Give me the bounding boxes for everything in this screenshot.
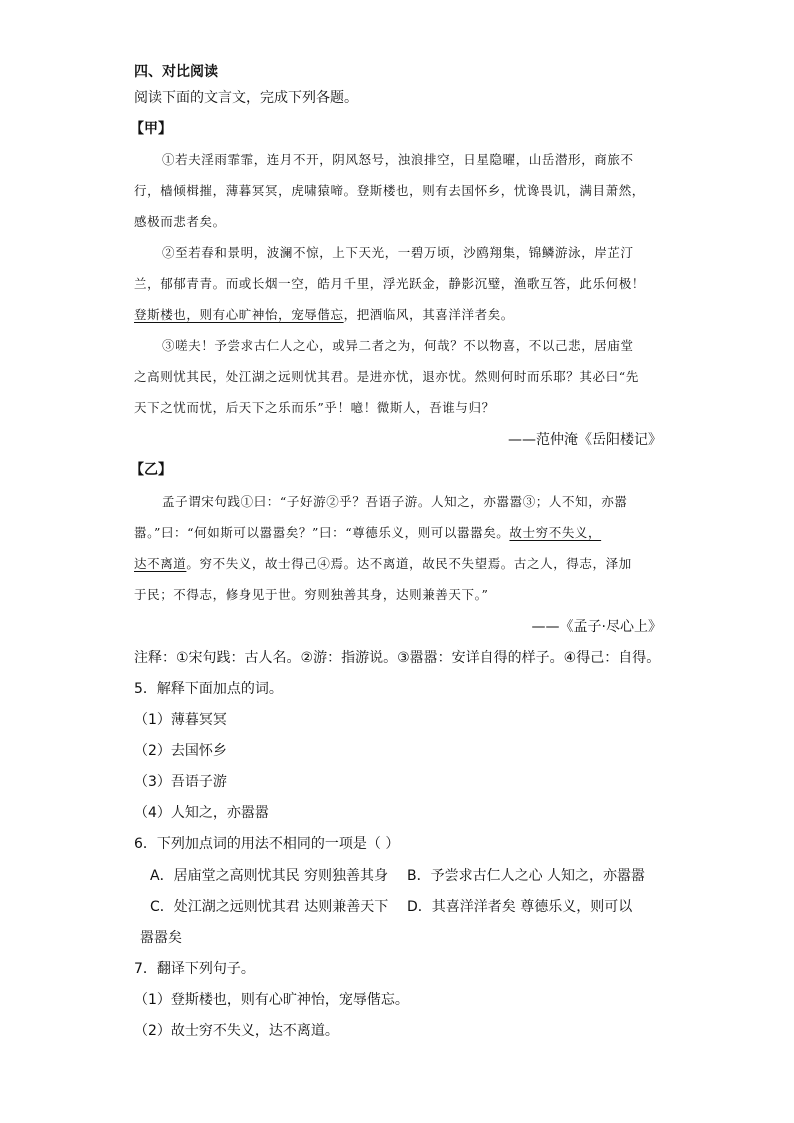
yi-line2	[134, 523, 601, 543]
q6-option-b: B．予尝求古仁人之心 人知之，亦嚣嚣	[407, 868, 646, 884]
jia-p2-line2: 兰，郁郁青青。而或长烟一空，皓月千里，浮光跃金，静影沉璧，渔歌互答，此乐何极！	[134, 276, 645, 291]
jia-p2-line3	[134, 305, 514, 325]
yi-line4: 于民；不得志，修身见于世。穷则独善其身，达则兼善天下。”	[134, 587, 489, 602]
jia-p1-line2: 行，樯倾楫摧，薄暮冥冥，虎啸猿啼。登斯楼也，则有去国怀乡，忧谗畏讥，满目萧然，	[134, 183, 645, 198]
q5-item-3: （3）吾语子游	[134, 774, 227, 790]
q6-stem: 6．下列加点词的用法不相同的一项是（ ）	[134, 836, 400, 852]
jia-source: ——范仲淹《岳阳楼记》	[508, 432, 662, 448]
q7-stem: 7．翻译下列句子。	[134, 961, 255, 977]
jia-p1-line1: ①若夫淫雨霏霏，连月不开，阴风怒号，浊浪排空，日星隐曜，山岳潜形，商旅不	[162, 152, 634, 167]
jia-p1-line3: 感极而悲者矣。	[134, 214, 226, 229]
q6-option-d: D．其喜洋洋者矣 尊德乐义，则可以	[407, 899, 633, 915]
underlined-sentence-yi-part2: 达不离道	[134, 556, 187, 571]
passage-jia-label: 【甲】	[130, 121, 172, 137]
q7-item-1: （1）登斯楼也，则有心旷神怡，宠辱偕忘。	[134, 992, 409, 1008]
annotation-notes: 注释：①宋句践：古人名。②游：指游说。③嚣嚣：安详自得的样子。④得己：自得。	[134, 650, 661, 666]
underlined-sentence-jia: 登斯楼也，则有心旷神怡，宠辱偕忘	[134, 307, 344, 322]
yi-line3-text: 。穷不失义，故士得己④焉。达不离道，故民不失望焉。古之人，得志，泽加	[186, 556, 632, 571]
underlined-sentence-yi-part1: 故士穷不失义，	[509, 525, 602, 540]
yi-line2-text: 嚣。”曰：“何如斯可以嚣嚣矣？”曰：“尊德乐义，则可以嚣嚣矣。	[134, 525, 510, 540]
section-instruction: 阅读下面的文言文，完成下列各题。	[134, 90, 358, 106]
jia-p2-line1: ②至若春和景明，波澜不惊，上下天光，一碧万顷，沙鸥翔集，锦鳞游泳，岸芷汀	[162, 245, 634, 260]
q5-item-2: （2）去国怀乡	[134, 743, 227, 759]
passage-yi-label: 【乙】	[130, 462, 172, 478]
q6-option-d-continued: 嚣嚣矣	[140, 930, 182, 946]
q6-option-a: A．居庙堂之高则忧其民 穷则独善其身	[150, 868, 389, 884]
q7-item-2: （2）故士穷不失义，达不离道。	[134, 1023, 339, 1039]
jia-p3-line3: 天下之忧而忧，后天下之乐而乐”乎！噫！微斯人，吾谁与归？	[134, 400, 495, 415]
yi-source: ——《孟子·尽心上》	[531, 619, 662, 635]
yi-line1: 孟子谓宋句践①曰：“子好游②乎？吾语子游。人知之，亦嚣嚣③；人不知，亦嚣	[162, 494, 628, 509]
section-heading: 四、对比阅读	[134, 64, 218, 80]
q5-stem: 5．解释下面加点的词。	[134, 681, 283, 697]
yi-line3	[134, 554, 632, 574]
q5-item-4: （4）人知之，亦嚣嚣	[134, 805, 269, 821]
jia-p3-line2: 之高则忧其民，处江湖之远则忧其君。是进亦忧，退亦忧。然则何时而乐耶？其必曰“先	[134, 369, 639, 384]
jia-p2-line3-rest: ，把酒临风，其喜洋洋者矣。	[343, 307, 514, 322]
q6-option-c: C．处江湖之远则忧其君 达则兼善天下	[150, 899, 389, 915]
jia-p3-line1: ③嗟夫！予尝求古仁人之心，或异二者之为，何哉？不以物喜，不以己悲，居庙堂	[162, 338, 634, 353]
q5-item-1: （1）薄暮冥冥	[134, 712, 227, 728]
